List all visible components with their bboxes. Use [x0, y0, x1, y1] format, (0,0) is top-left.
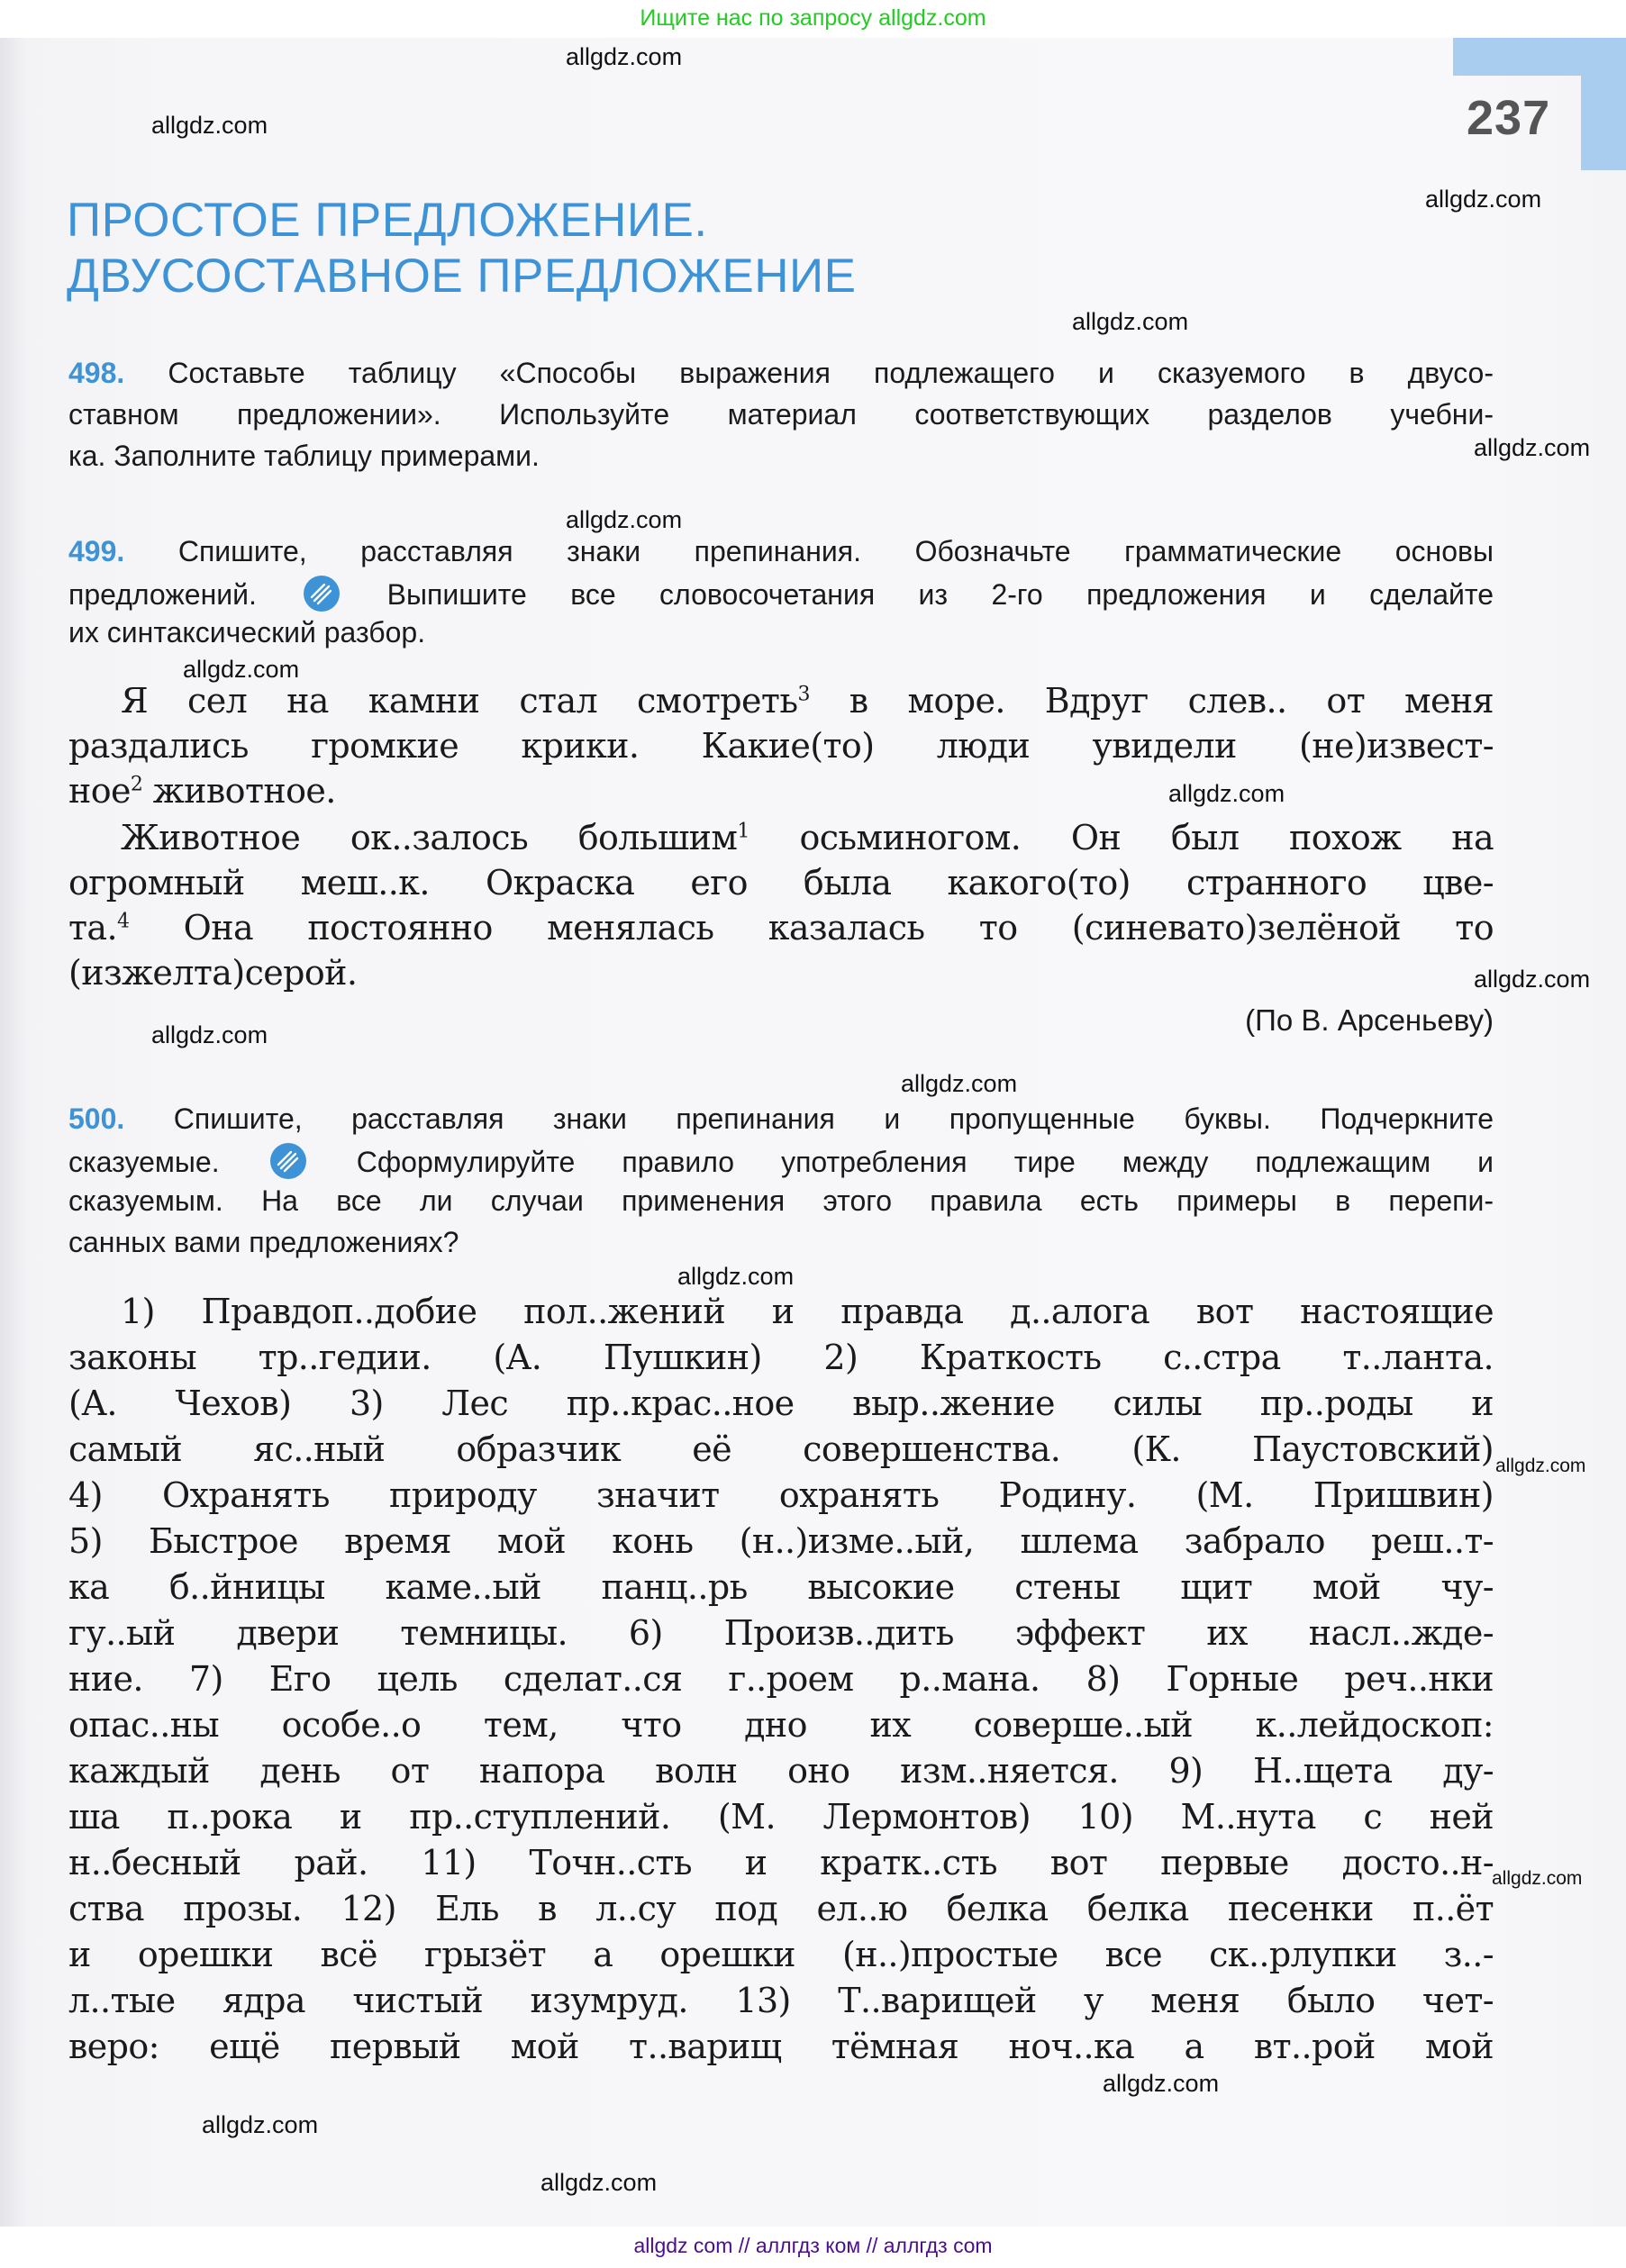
watermark: allgdz.com [1474, 966, 1591, 993]
exercise-500-text-line: гу..ый двери темницы. 6) Произв..дить эффект их насл..жде- [68, 1613, 1494, 1653]
watermark: allgdz.com [202, 2111, 319, 2138]
page-tab-side-decoration [1581, 76, 1626, 170]
watermark: allgdz.com [1103, 2070, 1220, 2097]
page-number: 237 [1467, 91, 1551, 145]
top-banner [0, 0, 1626, 38]
exercise-number: 498. [68, 357, 125, 389]
watermark: allgdz.com [151, 112, 268, 139]
exercise-500-text-line: законы тр..гедии. (А. Пушкин) 2) Краткость с..стра т..ланта. [68, 1338, 1494, 1377]
exercise-500-text-line: 4) Охранять природу значит охранять Родину. (М. Пришвин) [68, 1475, 1494, 1515]
watermark: allgdz.com [540, 2169, 658, 2196]
exercise-500-text-line: и орешки всё грызёт а орешки (н..)простые все ск..рлупки з..- [68, 1935, 1494, 1974]
exercise-500-text-line: л..тые ядра чистый изумруд. 13) Т..варищей у меня было чет- [68, 1981, 1494, 2020]
exercise-500-text-line: каждый день от напора волн оно изм..няется. 9) Н..щета ду- [68, 1751, 1494, 1791]
exercise-500-text-line: 1) Правдоп..добие пол..жений и правда д..алога вот настоящие [121, 1292, 1494, 1331]
bottom-banner-text[interactable]: allgdz com // аллгдз ком // аллгдз com [633, 2234, 993, 2257]
exercise-498-task-line: 498. Составьте таблицу «Способы выражения подлежащего и сказуемого в двусо- [68, 357, 1494, 389]
exercise-number: 500. [68, 1102, 125, 1135]
exercise-500-text-line: 5) Быстрое время мой конь (н..)изме..ый, шлема забрало реш..т- [68, 1521, 1494, 1561]
watermark: allgdz.com [1425, 186, 1542, 213]
watermark: allgdz.com [183, 656, 300, 683]
exercise-499-task-line: предложений. Выпишите все словосочетания из 2-го предложения и сделайте [68, 576, 1494, 612]
exercise-499-text-line: Я сел на камни стал смотреть$^3$ в море. Вдруг слев.. от меня [121, 681, 1494, 721]
exercise-499-text-line: та.$^4$ Она постоянно менялась казалась то (синевато)зелёной то [68, 908, 1494, 948]
top-banner-text[interactable]: Ищите нас по запросу allgdz.com [640, 5, 986, 31]
exercise-498-task-line: ка. Заполните таблицу примерами. [68, 440, 540, 472]
exercise-500-text-line: ства прозы. 12) Ель в л..су под ел..ю белка белка песенки п..ёт [68, 1889, 1494, 1928]
watermark: allgdz.com [566, 506, 683, 533]
exercise-500-task-line: 500. Спишите, расставляя знаки препинания и пропущенные буквы. Подчеркните [68, 1102, 1494, 1135]
exercise-500-text-line: н..бесный рай. 11) Точн..сть и кратк..сть вот первые досто..н- [68, 1843, 1494, 1882]
watermark: allgdz.com [1492, 1868, 1583, 1889]
exercise-500-text-line: (А. Чехов) 3) Лес пр..крас..ное выр..жение силы пр..роды и [68, 1383, 1494, 1423]
exercise-499-text-line: раздались громкие крики. Какие(то) люди увидели (не)извест- [68, 726, 1494, 766]
exercise-number: 499. [68, 535, 125, 567]
page-tab-decoration [1453, 38, 1626, 76]
exercise-500-text-line: ка б..йницы каме..ый панц..рь высокие стены щит мой чу- [68, 1567, 1494, 1607]
exercise-500-task-line: санных вами предложениях? [68, 1226, 459, 1258]
section-title-line-1: ПРОСТОЕ ПРЕДЛОЖЕНИЕ. [67, 194, 708, 247]
exercise-500-task-line: сказуемым. На все ли случаи применения этого правила есть примеры в перепи- [68, 1184, 1494, 1217]
exercise-500-task-line: сказуемые. Сформулируйте правило употребления тире между подлежащим и [68, 1143, 1494, 1179]
bottom-banner [0, 2227, 1626, 2268]
watermark: allgdz.com [677, 1263, 795, 1290]
exercise-500-text-line: опас..ны особе..о тем, что дно их соверше..ый к..лейдоскоп: [68, 1705, 1494, 1745]
attribution: (По В. Арсеньеву) [1245, 1003, 1494, 1037]
exercise-498-task-line: ставном предложении». Используйте материал соответствующих разделов учебни- [68, 398, 1494, 431]
exercise-499-text-line: (изжелта)серой. [68, 953, 358, 993]
watermark: allgdz.com [1474, 434, 1591, 461]
watermark: allgdz.com [1072, 308, 1189, 335]
section-title-line-2: ДВУСОСТАВНОЕ ПРЕДЛОЖЕНИЕ [67, 249, 857, 303]
watermark: allgdz.com [1168, 780, 1285, 807]
pencil-icon [304, 576, 340, 612]
exercise-499-text-line: огромный меш..к. Окраска его была какого(то) странного цве- [68, 863, 1494, 903]
watermark: allgdz.com [151, 1021, 268, 1048]
exercise-500-text-line: ша п..рока и пр..ступлений. (М. Лермонтов) 10) М..нута с ней [68, 1797, 1494, 1837]
textbook-page [0, 38, 1626, 2227]
exercise-499-task-line: их синтаксический разбор. [68, 616, 426, 649]
watermark: allgdz.com [566, 43, 683, 70]
exercise-499-text-line: ное$^2$ животное. [68, 771, 336, 811]
exercise-500-text-line: ние. 7) Его цель сделат..ся г..роем р..мана. 8) Горные реч..нки [68, 1659, 1494, 1699]
watermark: allgdz.com [1495, 1456, 1586, 1476]
exercise-500-text-line: самый яс..ный образчик её совершенства. (К. Паустовский) [68, 1429, 1494, 1469]
exercise-499-text-line: Животное ок..залось большим$^1$ осьминогом. Он был похож на [121, 818, 1494, 857]
watermark: allgdz.com [901, 1070, 1018, 1097]
exercise-499-task-line: 499. Спишите, расставляя знаки препинания. Обозначьте грамматические основы [68, 535, 1494, 567]
exercise-500-text-line: веро: ещё первый мой т..варищ тёмная ноч..ка а вт..рой мой [68, 2027, 1494, 2066]
pencil-icon [270, 1143, 306, 1179]
